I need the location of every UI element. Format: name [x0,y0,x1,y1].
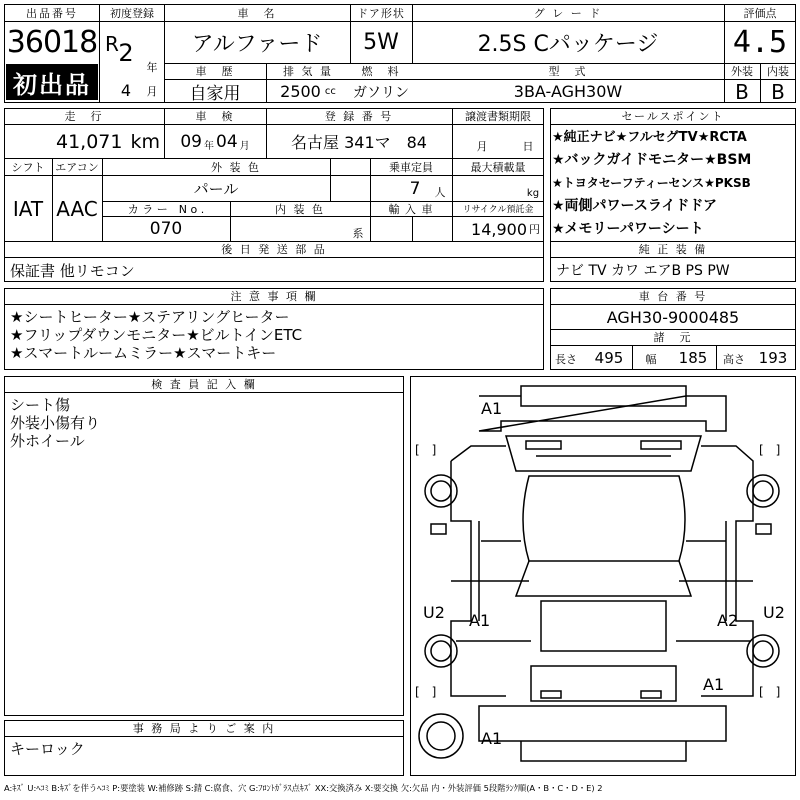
displacement-label: 排 気 量 [283,65,333,78]
interior-color-label: 内 装 色 [275,202,325,216]
later-parts-value: 保証書 他リモコン [10,261,135,280]
office-label: 事 務 局 よ り ご 案 内 [132,722,276,735]
inspection-label: 車 検 [195,110,235,123]
equipment-value: ナビ TV カワ エアB PS PW [556,263,730,279]
max-load-unit: kg [526,187,540,199]
inspector-label: 検 査 員 記 入 欄 [151,378,257,391]
displacement-unit: cc [324,86,336,97]
inspector-line: 外装小傷有り [10,414,101,432]
width-label: 幅 [645,353,657,366]
note-line: ★スマートルームミラー★スマートキー [10,344,277,362]
displacement-value [266,80,350,103]
mark-rear-right: A1 [703,675,725,694]
lot-label: 出品番号 [26,6,78,20]
legend: A:ｷｽﾞ U:ﾍｺﾐ B:ｷｽﾞを伴うﾍｺﾐ P:要塗装 W:補修跡 S:錆 C:腐食、穴 G:ﾌﾛﾝﾄｶﾞﾗｽ点ｷｽﾞ XX:交換済み X:要交換 欠:欠品 内・外装評価 5段階ﾗﾝｸ順(A・B・C・D・E) 2 [4,783,603,793]
mileage-unit: km [130,130,160,153]
capacity-value: 7 [409,179,421,199]
recycle-unit: 円 [529,223,540,236]
history-label: 車 歴 [195,65,235,78]
era: R [105,32,119,56]
first-reg-label: 初度登録 [110,6,154,20]
bracket-right-front: [ ] [759,443,781,457]
door-value: 5W [363,29,399,55]
damage-diagram [410,376,796,776]
capacity-label: 乗車定員 [389,160,433,174]
width-value: 185 [678,349,708,367]
score-label: 評価点 [743,6,777,20]
selling-points-list [552,126,796,241]
door-label: ドア形状 [357,6,405,20]
inspection-value [164,125,266,158]
chassis-label: 車 台 番 号 [638,290,708,303]
bracket-left-front: [ ] [415,443,437,457]
selling-points-label: セールスポイント [621,110,725,123]
exterior-color-value: パール [193,180,239,198]
shift-label: シフト [11,160,45,174]
notes-list [10,308,540,362]
displacement-number: 2500 [280,82,321,101]
ext-grade-label: 外装 [731,65,753,78]
recycle-number: 14,900 [471,219,527,239]
bracket-left-rear: [ ] [415,685,437,699]
int-grade: B [771,80,785,103]
note-line: ★フリップダウンモニター★ビルトインETC [10,326,303,344]
inspection-year-unit: 年 [204,141,214,152]
selling-point: ★バックガイドモニター★BSM [552,152,752,168]
bracket-right-rear: [ ] [759,685,781,699]
interior-color-unit: 系 [352,227,364,240]
ac-label: エアコン [55,160,99,174]
recycle-value [452,217,544,241]
inspection-year: 09 [180,131,202,152]
mileage-number: 41,071 [56,130,123,153]
car-outline-diagram [411,377,795,775]
color-no-value: 070 [149,219,183,239]
model-value: 3BA-AGH30W [513,82,623,101]
length-label: 長さ [555,353,577,366]
note-line: ★シートヒーター★ステアリングヒーター [10,308,290,326]
month-unit: 月 [146,85,158,98]
inspector-line: シート傷 [10,396,71,414]
inspection-month: 04 [216,131,238,152]
history-value: 自家用 [189,84,241,103]
inspection-month-unit: 月 [239,141,250,152]
model-label: 型 式 [548,65,588,78]
mileage-value [4,125,164,158]
mileage-label: 走 行 [64,110,104,123]
mark-right-mid: A2 [717,611,739,630]
mark-left-front: U2 [423,603,445,622]
mark-rear: A1 [481,729,503,748]
grade-label: グ レ ー ド [533,6,603,20]
mark-front: A1 [481,399,503,418]
exterior-color-label: 外 装 色 [211,160,261,174]
reg-number-label: 登 録 番 号 [324,110,394,123]
selling-point: ★両側パワースライドドア [552,198,718,214]
ext-grade: B [735,80,749,103]
fuel-label: 燃 料 [361,65,401,78]
capacity-unit: 人 [434,186,446,199]
grade-value: 2.5S Cパッケージ [477,31,659,57]
later-parts-label: 後 日 発 送 部 品 [221,243,327,256]
mark-left-mid: A1 [469,611,491,630]
spec-label: 諸 元 [653,331,693,344]
inspector-line: 外ホイール [10,432,85,450]
car-name: アルファード [191,31,323,57]
selling-point: ★トヨタセーフティーセンス★PKSB [552,176,751,190]
score-value: 4.5 [732,24,788,60]
transfer-month: 月 [476,140,488,153]
ac-value: AAC [56,196,98,221]
transfer-deadline-label: 譲渡書類期限 [465,110,531,123]
recycle-label: リサイクル預託金 [462,205,534,215]
mark-right-front: U2 [763,603,785,622]
selling-point: ★メモリーパワーシート [552,221,704,237]
max-load-label: 最大積載量 [470,160,526,174]
lot-number: 36018 [6,24,98,60]
office-value: キーロック [10,739,85,758]
first-reg-year: 2 [118,40,134,66]
shift-value: IAT [12,196,44,221]
chassis-number: AGH30-9000485 [606,307,740,327]
notes-label: 注 意 事 項 欄 [230,290,318,303]
equipment-label: 純 正 装 備 [638,243,708,256]
import-label: 輸 入 車 [388,202,434,216]
reg-number-value: 名古屋 341マ 84 [291,133,427,152]
fuel-value: ガソリン [353,84,409,101]
name-label: 車 名 [237,6,277,20]
year-unit: 年 [146,61,158,74]
color-no-label: カ ラ ー N o . [127,202,205,216]
first-listing-badge: 初出品 [6,64,98,100]
int-grade-label: 内装 [767,65,789,78]
transfer-day: 日 [522,140,534,153]
first-reg-month: 4 [120,80,132,100]
selling-point: ★純正ナビ★フルセグTV★RCTA [552,130,747,145]
height-label: 高さ [723,353,745,366]
height-value: 193 [758,349,788,367]
inspector-notes [10,396,400,450]
length-value: 495 [594,349,624,367]
